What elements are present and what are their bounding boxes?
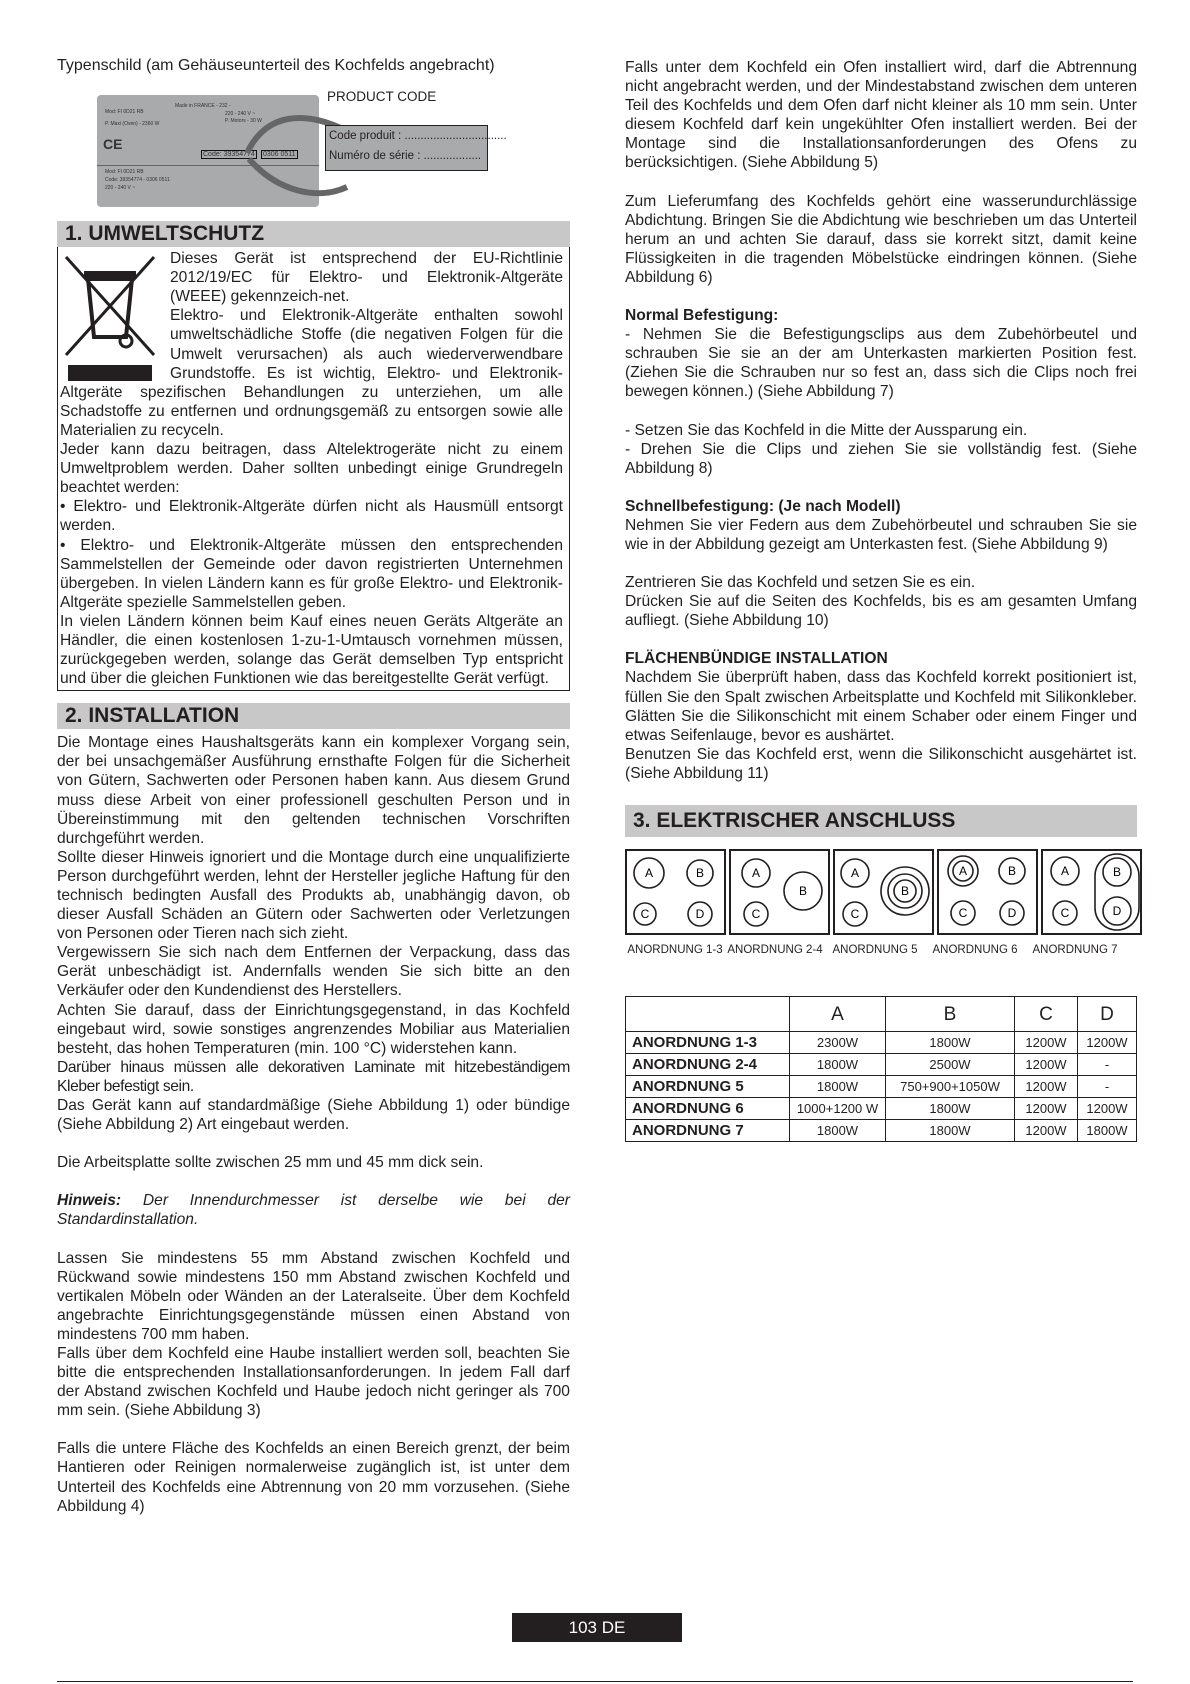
table-header-row: A B C D [626,997,1137,1032]
table-cell: 1800W [790,1076,886,1098]
svg-text:B: B [1112,865,1122,879]
table-cell: 1800W [1078,1120,1137,1142]
svg-text:A: A [850,866,860,880]
table-cell: 1200W [1015,1098,1078,1120]
section-heading-elektrischer-anschluss: 3. ELEKTRISCHER ANSCHLUSS [625,805,1137,837]
table-cell: 1200W [1015,1076,1078,1098]
svg-text:C: C [958,906,968,920]
product-code-box: Code produit : ................................ Numéro de série : .................. [325,125,488,171]
diagram-anordnung-5 [833,849,934,935]
table-row [626,1076,1137,1098]
row-header: ANORDNUNG 5 [626,1076,790,1098]
product-code-label: PRODUCT CODE [327,89,437,105]
diagram-anordnung-2-4 [729,849,830,935]
svg-text:A: A [751,866,761,880]
table-cell: 1800W [886,1098,1015,1120]
diagram-labels: ANORDNUNG 1-3 ANORDNUNG 2-4 ANORDNUNG 5 ANORDNUNG 6 ANORDNUNG 7 [627,944,1118,956]
right-column: Falls unter dem Kochfeld ein Ofen installiert wird, darf die Abtrennung nicht angebracht werden, und der Mindestabstand zwischen dem unteren Teil des Kochfelds und dem Ofen darf nicht kleiner als 10 mm sein. Unter diesem Kochfeld darf kein ungekühlter Ofen installiert werden. Bei der Montage sind die Installationsanforderungen des Ofens zu berücksichtigen. (Siehe Abbildung 5) Zum Lieferumfang des Kochfelds gehört eine wasserundurchlässige Abdichtung. Bringen Sie die Abdichtung wie beschrieben um das Unterteil herum an und achten Sie darauf, dass sie korrekt sitzt, damit keine Flüssigkeiten in die tragenden Möbelstücke eindringen können. (Siehe Abbildung 6) Normal Befestigung: - Nehmen Sie die Befestigungsclips aus dem Zubehörbeutel und schrauben Sie sie an der am Unterkasten markierten Position fest. (Ziehen Sie die Schrauben nur so fest an, dass sich die Clips noch frei bewegen können.) (Siehe Abbildung 7) - Setzen Sie das Kochfeld in die Mitte der Aussparung ein. - Drehen Sie die Clips und ziehen Sie sie vollständig fest. (Siehe Abbildung 8) Schnellbefestigung: (Je nach Modell) Nehmen Sie vier Federn aus dem Zubehörbeutel und schrauben Sie sie wie in der Abbildung gezeigt am Unterkasten fest. (Siehe Abbildung 9) Zentrieren Sie das Kochfeld und setzen Sie es ein. Drücken Sie auf die Seiten des Kochfelds, bis es am gesamten Umfang aufliegt. (Siehe Abbildung 10) FLÄCHENBÜNDIGE INSTALLATION Nachdem Sie überprüft haben, dass das Kochfeld korrekt positioniert ist, füllen Sie den Spalt zwischen Arbeitsplatte und Kochfeld mit Silikonkleber. Glätten Sie die Silikonschicht mit einem Schaber oder einem Finger und etwas Seifenlauge, bevor es aushärtet. Benutzen Sie das Kochfeld erst, wenn die Silikonschicht ausgehärtet ist. (Siehe Abbildung 11) 3. ELEKTRISCHER ANSCHLUSS A B C D A B C A B C A B C D A B C D ANORDNUNG 1-3 ANORDNUNG 2-4 ANORDNUNG 5 ANORDNUNG 6 ANORDNUNG 7 A B C D ANORDNUNG 1-3 2300W 1800W 1200W 1200W ANORDNUNG 2-4 1800W 2500W 1200W - ANORDNUNG 5 1800W 750+900+1050W 1200W - ANORDNUNG 6 1000+1200 W 1800W 1200W 1200W ANORDNUNG 7 1800W 1800W 1200W 1800W [625,58,1137,1142]
table-cell: 1200W [1078,1098,1137,1120]
svg-text:C: C [751,907,761,921]
diagram-anordnung-7 [1041,849,1142,935]
svg-text:D: D [1112,904,1122,918]
svg-text:C: C [1060,906,1070,920]
table-cell: - [1078,1054,1137,1076]
svg-text:C: C [640,907,650,921]
svg-text:A: A [644,866,654,880]
table-row [626,1054,1137,1076]
table-row [626,1098,1137,1120]
rating-plate-image: Mod: FI 0D21 RB P. Maxi (Oven) - 2360 W Made in FRANCE - 232 - 220 - 240 V ~ P. Motors - 30 W CE Code: 39354774 0306 0511 Mod: FI 0D21 RB Code: 39354774 - 0306 0511 220 - 240 V ~ [97,95,319,207]
table-cell: 1800W [790,1120,886,1142]
diagram-anordnung-6 [937,849,1038,935]
rating-plate-title: Typenschild (am Gehäuseunterteil des Kochfelds angebracht) [57,57,495,74]
table-cell: 1800W [886,1032,1015,1054]
svg-text:B: B [1007,864,1017,878]
crossed-bin-icon [60,249,160,381]
page-number: 103 DE [512,1613,682,1642]
diagram-anordnung-1-3 [625,849,726,935]
table-cell: 1200W [1078,1032,1137,1054]
hob-layout-diagrams [625,849,1137,935]
table-cell: 1800W [790,1054,886,1076]
table-cell: 2300W [790,1032,886,1054]
weee-box: Dieses Gerät ist entsprechend der EU-Richtlinie 2012/19/EC für Elektro- und Elektronik-Altgeräte (WEEE) gekennzeich-net. Elektro- und Elektronik-Altgeräte enthalten sowohl umweltschädliche Stoffe (die negativen Folgen für die Umwelt verursachen) als auch wiederverwendbare Grundstoffe. Es ist wichtig, Elektro- und Elektronik-Altgeräte spezifischen Behandlungen zu unterziehen, um alle Schadstoffe zu entfernen und ordnungsgemäß zu entsorgen sowie alle Materialien zu recyceln. Jeder kann dazu beitragen, dass Altelektrogeräte nicht zu einem Umweltproblem werden. Daher sollten unbedingt einige Grundregeln beachtet werden: • Elektro- und Elektronik-Altgeräte dürfen nicht als Hausmüll entsorgt werden. • Elektro- und Elektronik-Altgeräte müssen den entsprechenden Sammelstellen der Gemeinde oder davon registrierten Unternehmen übergeben. In vielen Ländern kann es für große Elektro- und Elektronik-Altgeräte spezielle Sammelstellen geben. In vielen Ländern können beim Kauf eines neuen Geräts Altgeräte an Händler, die einen kostenlosen 1-zu-1-Umtausch vornehmen müssen, zurückgegeben werden, solange das Gerät demselben Typ entspricht und über die gleichen Funktionen wie das bereitgestellte Gerät verfügt. [57,247,570,691]
row-header: ANORDNUNG 6 [626,1098,790,1120]
rating-plate-figure [57,81,570,209]
svg-text:C: C [850,907,860,921]
table-row [626,1032,1137,1054]
ce-mark: CE [103,136,123,153]
table-cell: 2500W [886,1054,1015,1076]
table-cell: 1200W [1015,1032,1078,1054]
table-cell: 1200W [1015,1120,1078,1142]
table-row [626,1120,1137,1142]
table-cell: 1000+1200 W [790,1098,886,1120]
row-header: ANORDNUNG 7 [626,1120,790,1142]
table-cell: 750+900+1050W [886,1076,1015,1098]
table-cell: 1800W [886,1120,1015,1142]
svg-text:B: B [900,884,910,898]
svg-text:D: D [1007,906,1017,920]
svg-text:D: D [695,907,705,921]
left-column: Typenschild (am Gehäuseunterteil des Kochfelds angebracht) Mod: FI 0D21 RB P. Maxi (Oven) - 2360 W Made in FRANCE - 232 - 220 - 240 V ~ P. Motors - 30 W CE Code: 39354774 0306 0511 Mod: FI 0D21 RB Code: 39354774 - 0306 0511 220 - 240 V ~ PRODUCT CODE Code produit : ................................ Numéro de série : .................. 1. UMWELTSCHUTZ Dieses Gerät ist entsprechend der EU-Richtlinie 2012/19/EC für Elektro- und Elektronik-Altgeräte (WEEE) gekennzeich-net. Elektro- und Elektronik-Altgeräte enthalten sowohl umweltschädliche Stoffe (die negativen Folgen für die Umwelt verursachen) als auch wiederverwendbare Grundstoffe. Es ist wichtig, Elektro- und Elektronik-Altgeräte spezifischen Behandlungen zu unterziehen, um alle Schadstoffe zu entfernen und ordnungsgemäß zu entsorgen sowie alle Materialien zu recyceln. Jeder kann dazu beitragen, dass Altelektrogeräte nicht zu einem Umweltproblem werden. Daher sollten unbedingt einige Grundregeln beachtet werden: • Elektro- und Elektronik-Altgeräte dürfen nicht als Hausmüll entsorgt werden. • Elektro- und Elektronik-Altgeräte müssen den entsprechenden Sammelstellen der Gemeinde oder davon registrierten Unternehmen übergeben. In vielen Ländern kann es für große Elektro- und Elektronik-Altgeräte spezielle Sammelstellen geben. In vielen Ländern können beim Kauf eines neuen Geräts Altgeräte an Händler, die einen kostenlosen 1-zu-1-Umtausch vornehmen müssen, zurückgegeben werden, solange das Gerät demselben Typ entspricht und über die gleichen Funktionen wie das bereitgestellte Gerät verfügt. 2. INSTALLATION Die Montage eines Haushaltsgeräts kann ein komplexer Vorgang sein, der bei unsachgemäßer Ausführung ernsthafte Folgen für die Sicherheit von Gütern, Sachwerten oder Personen haben kann. Aus diesem Grund muss diese Arbeit von einer professionell geschulten Person und in Übereinstimmung mit den geltenden technischen Vorschriften durchgeführt werden. Sollte dieser Hinweis ignoriert und die Montage durch eine unqualifizierte Person durchgeführt werden, lehnt der Hersteller jegliche Haftung für den technisch bedingten Ausfall des Produkts ab, unabhängig davon, ob dieser Ausfall Schäden an Gütern oder Sachwerten oder Verletzungen von Personen oder Tieren nach sich zieht. Vergewissern Sie sich nach dem Entfernen der Verpackung, dass das Gerät unbeschädigt ist. Andernfalls wenden Sie sich bitte an den Verkäufer oder den Kundendienst des Herstellers. Achten Sie darauf, dass der Einrichtungsgegenstand, in das Kochfeld eingebaut wird, sowie sonstiges angrenzendes Mobiliar aus Materialien besteht, das hohen Temperaturen (min. 100 °C) widerstehen kann. Darüber hinaus müssen alle dekorativen Laminate mit hitzebeständigem Kleber befestigt sein. Das Gerät kann auf standardmäßige (Siehe Abbildung 1) oder bündige (Siehe Abbildung 2) Art eingebaut werden. Die Arbeitsplatte sollte zwischen 25 mm und 45 mm dick sein. Hinweis: Der Innendurchmesser ist derselbe wie bei der Standardinstallation. Lassen Sie mindestens 55 mm Abstand zwischen Kochfeld und Rückwand sowie mindestens 150 mm Abstand zwischen Kochfeld und vertikalen Möbeln oder Wänden an der Lateralseite. Über dem Kochfeld angebrachte Einrichtungsgegenstände müssen einen Abstand von mindestens 700 mm haben. Falls über dem Kochfeld eine Haube installiert werden soll, beachten Sie bitte die entsprechenden Installationsanforderungen. In jedem Fall darf der Abstand zwischen Kochfeld und Haube jedoch nicht geringer als 700 mm sein. (Siehe Abbildung 3) Falls die untere Fläche des Kochfelds an einen Bereich grenzt, der beim Hantieren oder Reinigen normalerweise zugänglich ist, ist unter dem Unterteil des Kochfelds eine Abtrennung von 20 mm vorzusehen. (Siehe Abbildung 4) [57,57,570,1515]
row-header: ANORDNUNG 1-3 [626,1032,790,1054]
section-heading-installation: 2. INSTALLATION [57,703,570,729]
power-table [625,996,1137,1142]
table-cell: 1200W [1015,1054,1078,1076]
svg-text:B: B [695,866,705,880]
row-header: ANORDNUNG 2-4 [626,1054,790,1076]
svg-text:B: B [798,884,808,898]
note: Hinweis: Der Innendurchmesser ist derselbe wie bei der Standardinstallation. [57,1192,570,1229]
table-cell: - [1078,1076,1137,1098]
svg-text:A: A [1060,864,1070,878]
footer-divider [57,1681,1133,1682]
svg-text:A: A [958,864,968,878]
section-heading-umweltschutz: 1. UMWELTSCHUTZ [57,221,570,247]
